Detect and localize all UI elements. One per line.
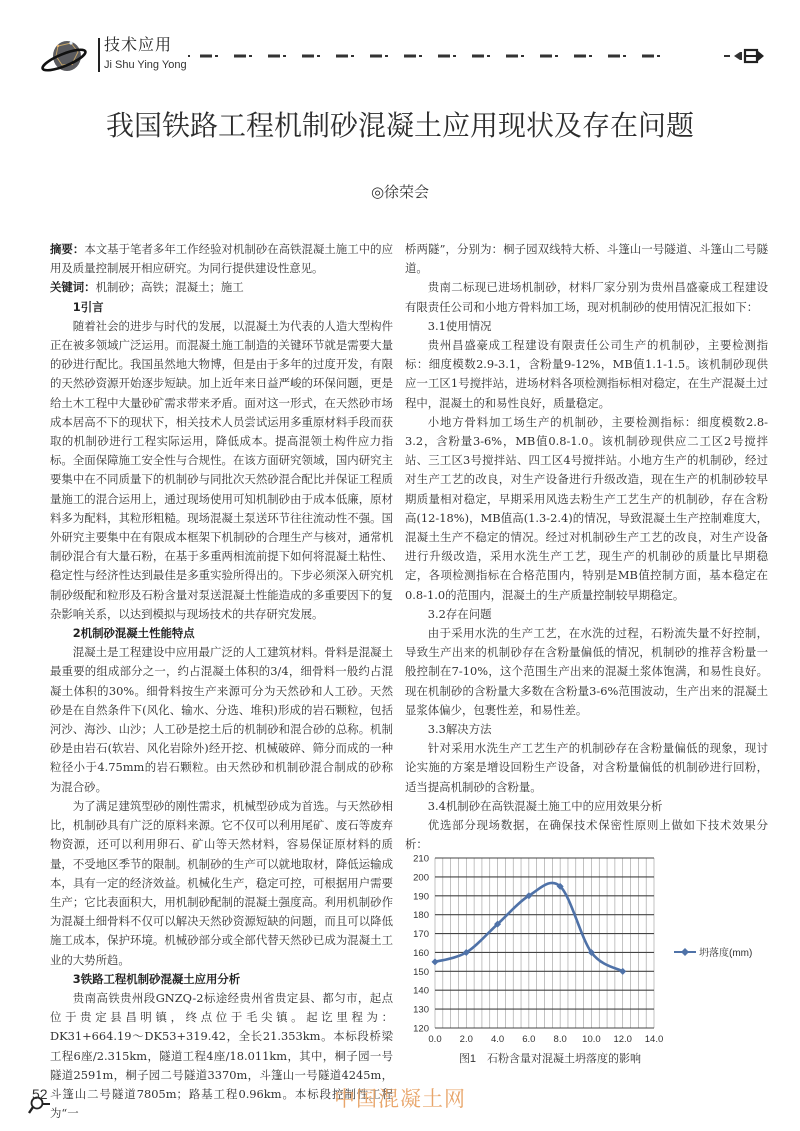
- dash: [268, 55, 280, 58]
- paragraph: 混凝土是工程建设中应用最广泛的人工建筑材料。骨料是混凝土最重要的组成部分之一，约占混凝土体积的3/4，细骨料一般约占混凝土体积的30%。细骨料按生产来源可分为天然砂和人工砂。天然砂是在自然条件下(风化、输水、分选、堆积)形成的岩石颗粒，包括河沙、海沙、山沙；人工砂是挖土后的机制砂和混合砂的总称。机制砂是由岩石(软岩、风化岩除外)经开挖、机械破碎、筛分而成的一种粒径小于4.75mm的岩石颗粒。由天然砂和机制砂混合制成的砂称为混合砂。: [50, 645, 393, 794]
- paragraph: 贵南二标现已进场机制砂，材料厂家分别为贵州昌盛豪成工程建设有限责任公司和小地方骨料加工场，现对机制砂的使用情况汇报如下：: [405, 280, 768, 314]
- legend-label: 坍落度(mm): [699, 948, 753, 959]
- y-tick-label: 210: [413, 853, 429, 865]
- dash-dot: [555, 55, 558, 57]
- dash-dot: [589, 55, 592, 57]
- x-tick-label: 14.0: [644, 1034, 664, 1045]
- x-tick-label: 12.0: [613, 1034, 632, 1045]
- subsection-heading-3-3: 3.3解决方法: [427, 722, 492, 737]
- dash-dot: [657, 55, 660, 57]
- subsection-heading-3-4: 3.4机制砂在高铁混凝土施工中的应用效果分析: [427, 798, 663, 813]
- dash-dot: [521, 55, 524, 57]
- subsection-heading-3-2: 3.2存在问题: [427, 606, 492, 621]
- dash: [370, 55, 382, 58]
- paragraph: 随着社会的进步与时代的发展，以混凝土为代表的人造大型构件正在被多领域广泛运用。而混凝土施工制造的关键环节就是需要大量的砂进行配比。我国虽然地大物博，但是由于多年的过度开发，有限的天然砂资源开始逐步短缺。加上近年来日益严峻的环保问题，更是给土木工程中大量砂矿需求带来矛盾。面对这一形式，在天然砂市场成本居高不下的现状下，相关技术人员尝试运用多重原材料手段而获取的机制砂进行工程实际运用，降低成本。提高混领土构件应力指标。全面保障施工安全性与合规性。在该方面研究领域，国内研究主要集中在不同质量下的机制砂与同批次天然砂混合配比并保证工程质量施工的混合运用上，通过现场使用可知机制砂由于成本低廉，原材料多为配料，其粒形粗糙。现场混凝土泵送环节往往流动性不强。国外研究主要集中在有限成本框架下机制砂的合理生产与核对，通常机制砂混合有大量石粉，在基于多重两相流前提下如何将混凝土粘性、稳定性与经济性达到最佳是多重实验所得出的。下步必须深入研究机制砂级配和粒形及石粉含量对泵送混凝土性能造成的多重要因下的复杂影响关系，以达到模拟与现场技术的共存研究发展。: [50, 318, 393, 621]
- y-tick-label: 120: [413, 1023, 429, 1035]
- paragraph: 由于采用水洗的生产工艺，在水洗的过程，石粉流失量不好控制，导致生产出来的机制砂存在含粉量偏低的情况，机制砂的推荐含粉量一般控制在7-10%，这个范围生产出来的混凝土浆体饱满，和易性良好。现在机制砂的含粉量大多数在含粉量3-6%范围波动，生产出来的混凝土显浆体偏少，包裹性差，和易性差。: [405, 626, 768, 717]
- dash-dot: [249, 55, 252, 57]
- left-column: [50, 240, 393, 1121]
- dash-dot: [351, 55, 354, 57]
- dash: [234, 55, 246, 58]
- dash: [574, 55, 586, 58]
- watermark-text: 中国混凝土网: [334, 1087, 466, 1111]
- x-tick-label: 6.0: [522, 1034, 536, 1045]
- dash-dot: [215, 55, 218, 57]
- slump-chart: [400, 848, 790, 1073]
- paragraph: 贵州昌盛豪成工程建设有限责任公司生产的机制砂，主要检测指标：细度模数2.9-3.1，含粉量9-12%，MB值1.1-1.5。该机制砂现供应一工区1号搅拌站，进场材料各项检测指标相对稳定，在生产混凝土过程中，混凝土的和易性良好，质量稳定。: [405, 338, 768, 410]
- paragraph: 为了满足建筑型砂的刚性需求，机械型砂成为首选。与天然砂相比，机制砂具有广泛的原料来源。它不仅可以利用尾矿、废石等废弃物资源，还可以利用卵石、矿山等天然材料，容易保证原材料的质量，不受地区季节的限制。机制砂的生产可以就地取材，降低运输成本，具有一定的经济效益。机械化生产，稳定可控，可根据用户需要生产；它比表面积大，用机制砂配制的混凝土强度高。利用机制砂作为混凝土细骨料不仅可以解决天然砂资源短缺的问题，而且可以降低施工成本，保护环境。机械砂部分或全部代替天然砂已成为混凝土工业的大势所趋。: [50, 798, 393, 967]
- dash-dot: [188, 55, 190, 57]
- header-dashed-rule: [188, 53, 648, 59]
- dash: [302, 55, 314, 58]
- planet-logo-icon: [38, 38, 93, 74]
- dash: [540, 55, 552, 58]
- paragraph: 贵南高铁贵州段GNZQ-2标途经贵州省贵定县、都匀市，起点位于贵定县昌明镇，终点位于毛尖镇。起讫里程为：DK31+664.19～DK53+319.42，全长21.353km。本标段桥梁工程6座/2.315km，隧道工程4座/18.011km，其中，桐子园一号隧道2591m，桐子园二号隧道3370m，斗篷山一号隧道4245m，斗篷山二号隧道7805m；路基工程0.96km。本标段控制性工程为“一: [50, 990, 393, 1121]
- paragraph: 优选部分现场数据，在确保技术保密性原则上做如下技术效果分析：: [405, 818, 768, 852]
- y-tick-label: 130: [413, 1004, 429, 1016]
- paragraph: 小地方骨料加工场生产的机制砂，主要检测指标：细度模数2.8-3.2，含粉量3-6%，MB值0.8-1.0。该机制砂现供应二工区2号搅拌站、三工区3号搅拌站、四工区4号搅拌站。小地方生产的机制砂，经过对生产工艺的改良，对生产设备进行升级改造，现在生产的机制砂较早期质量相对稳定，早期采用风选去粉生产工艺生产的机制砂，存在含粉高(12-18%)，MB值高(1.3-2.4)的情况，导致混凝土生产控制难度大，混凝土生产不稳定的情况。经过对机制砂生产工艺的改良，对生产设备进行升级改造，采用水洗生产工艺，现生产的机制砂的质量比早期稳定，各项检测指标在合格范围内，特别是MB值控制方面，基本稳定在0.8-1.0的范围内，混凝土的生产质量控制较早期稳定。: [405, 414, 768, 602]
- chart-y-tick-labels: [413, 854, 429, 1035]
- dash-dot: [623, 55, 626, 57]
- dash-dot: [317, 55, 320, 57]
- y-tick-label: 140: [413, 985, 429, 997]
- section-heading-1: 1引言: [72, 299, 104, 314]
- page-header: [38, 34, 778, 78]
- chart-x-tick-labels: [428, 1034, 663, 1045]
- chart-legend: [674, 946, 752, 959]
- dash-dot: [385, 55, 388, 57]
- y-tick-label: 190: [413, 891, 429, 903]
- dash: [608, 55, 620, 58]
- chart-minor-grid: [435, 858, 654, 1028]
- abstract-text: 本文基于笔者多年工作经验对机制砂在高铁混凝土施工中的应用及质量控制展开相应研究。为同行提供建设性意见。: [50, 242, 393, 276]
- section-heading-3: 3铁路工程机制砂混凝土应用分析: [72, 971, 241, 986]
- header-divider: [98, 38, 100, 72]
- y-tick-label: 200: [413, 872, 429, 884]
- x-tick-label: 0.0: [428, 1034, 442, 1045]
- section-title-cn: 技术应用: [104, 35, 173, 54]
- pen-nib-icon: [724, 48, 774, 64]
- dash: [472, 55, 484, 58]
- dash: [506, 55, 518, 58]
- article-author: ◎徐荣会: [370, 183, 430, 201]
- data-point: [432, 958, 439, 965]
- subsection-heading-3-1: 3.1使用情况: [427, 318, 492, 333]
- keywords: [50, 278, 393, 297]
- dash: [642, 55, 654, 58]
- dash: [438, 55, 450, 58]
- y-tick-label: 180: [413, 910, 429, 922]
- page-number: 52: [32, 1086, 48, 1102]
- dash: [404, 55, 416, 58]
- x-tick-label: 4.0: [490, 1034, 505, 1045]
- y-tick-label: 170: [413, 929, 429, 941]
- keywords-text: 机制砂；高铁；混凝土；施工: [95, 280, 244, 295]
- x-tick-label: 2.0: [459, 1034, 473, 1045]
- dash-dot: [487, 55, 490, 57]
- section-title-en: Ji Shu Ying Yong: [104, 59, 187, 71]
- dash-dot: [453, 55, 456, 57]
- keywords-label: 关键词：: [50, 280, 96, 295]
- x-tick-label: 10.0: [582, 1034, 601, 1045]
- section-heading-2: 2机制砂混凝土性能特点: [72, 626, 195, 641]
- abstract-label: 摘要：: [50, 242, 85, 256]
- dash-dot: [419, 55, 422, 57]
- dash: [200, 55, 212, 58]
- paragraph: 针对采用水洗生产工艺生产的机制砂存在含粉量偏低的现象，现讨论实施的方案是增设回粉生产设备，对含粉量偏低的机制砂进行回粉，适当提高机制砂的含粉量。: [405, 741, 768, 794]
- y-tick-label: 150: [413, 966, 429, 978]
- right-column: [405, 240, 768, 852]
- chart-caption: 图1 石粉含量对混凝土坍落度的影响: [458, 1053, 642, 1065]
- abstract: [50, 240, 393, 278]
- dash: [336, 55, 348, 58]
- y-tick-label: 160: [413, 947, 429, 959]
- x-tick-label: 8.0: [553, 1034, 567, 1045]
- article-title: 我国铁路工程机制砂混凝土应用现状及存在问题: [105, 109, 694, 142]
- dash-dot: [283, 55, 286, 57]
- paragraph: 桥两隧”，分别为：桐子园双线特大桥、斗篷山一号隧道、斗篷山二号隧道。: [405, 242, 768, 276]
